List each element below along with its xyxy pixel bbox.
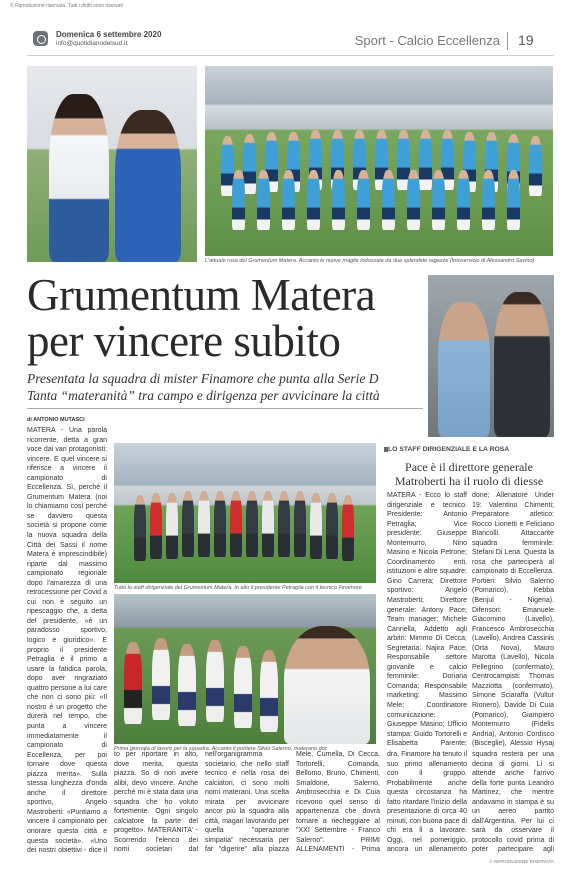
headline-line-1: Grumentum Matera xyxy=(27,270,376,320)
article-column-5: dra, Finamore ha tenuto il suo primo allenamento con il gruppo. Probabilmente anche questa circostanza ha fatto ritardare l'inizio della presentazione di circa 40 minuti, con buona pace di chi era lì a lavorare. Oggi, nel pomeriggio, ancora un allenamento xyxy=(387,751,467,854)
photo-training xyxy=(114,594,376,744)
photo-jerseys-models xyxy=(27,66,197,262)
newspaper-logo-icon xyxy=(33,31,48,46)
photo-staff xyxy=(114,443,376,583)
team-photo-caption: L'attuale rosa del Grumentum Matera. Accanto le nuove maglie indossate da due splendide ragazze (fotoservizio di Alessandro Savino) xyxy=(205,258,535,264)
article-subhead xyxy=(27,370,427,404)
sidebar-kicker: LO STAFF DIRIGENZIALE E LA ROSA xyxy=(388,446,510,453)
model-right-figure xyxy=(115,110,181,262)
article-column-4: Mele, Cumella, Di Cecca, Tortorelli, Comanda, Bellomo, Bruno, Chimenti, Smaldone, Salerno, Ambrosecchia e Di Cuia ricevono quel senso di appartenenza che dovrà tornare a riecheggiare al "XXI Settembre - Franco Salerno". PRIMI ALLENAMENTI - Prima xyxy=(296,751,380,854)
header-divider xyxy=(507,32,508,50)
president-figure xyxy=(438,302,490,437)
article-column-3: nell'organigramma societario, che nello staff tecnico e nella rosa dei calciatori, ci sono molti nomi materani. Una scelta mirata per avvicinare ancor più la squadra alla città, magari lavorando per quella "operazione simpatia" necessaria per far "digerire" alla piazza xyxy=(205,751,289,854)
article-headline xyxy=(27,272,427,364)
staff-photo-caption: Tutto lo staff dirigenziale del Grumentum Matera. In alto il presidente Petraglia con il tecnico Finamore xyxy=(114,585,362,591)
headline-line-2: per vincere subito xyxy=(27,316,341,366)
issue-date: Domenica 6 settembre 2020 xyxy=(56,30,162,39)
footer-copyright: © RIPRODUZIONE RISERVATA xyxy=(489,859,554,864)
article-byline: di ANTONIO MUTASCI xyxy=(27,417,85,423)
section-title: Sport - Calcio Eccellenza xyxy=(354,33,500,48)
sidebar-headline xyxy=(384,460,554,488)
article-column-2: to per riportare in alto, dove merita, questa piazza. So di non avere alibi, devo vincere. Anche perché mi è stata data una squadra che ho voluto fortemente. Ogni singolo calciatore fa parte del progetto». MATERANITA' - Scorrendo l'elenco dei nomi societari dal xyxy=(114,751,198,854)
coach-figure xyxy=(494,292,550,437)
subhead-rule xyxy=(27,408,423,409)
photo-team-roster xyxy=(205,66,553,256)
page-number: 19 xyxy=(518,32,534,48)
subhead-line-2: Tanta “materanità” tra campo e dirigenza per avvicinare la città xyxy=(27,388,380,403)
header-rule xyxy=(27,55,554,56)
copyright-notice: © Riproduzione riservata. Tutti i diritti sono riservati xyxy=(10,3,123,9)
sidebar-column-2: done; Allenatore Under 19: Valentino Chimenti; Preparatore atletico: Rocco Lionetti e Feliciano Biancolli. Attaccante squadra femminile: Stefani Di Lena. Questa la rosa che parteciperà al campionato di Eccellenza. Portieri: Silvio Salerno (Pomarico), Kebba (Benjul - Nigeria). Difensori: Emanuele Giacomino (Lavello), Francesco Ambrosecchia (Lavello), Andrea Cassinis (Orta Nova), Mauro Marotta (Lavello), Nicola Pellegrino (confermato); Centrocampisti: Thomas Mazziotta (confermato), Simone Sciaraffa (Vultur Rionero), Davide Di Cuia (Pomarico), Giampiero Montemurro (Fidelis Andria), Antonio Cordisco (Bisceglie), Alessio Hysaj xyxy=(472,492,554,747)
article-column-6: squadra resterà per una decina di giorni. Lì si attende anche l'arrivo della forte punta Leandro Martinez, che mentre andavamo in stampa è su un aereo partito dall'Argentina. Per lui ci sarà da osservare il protocollo covid prima di poter partecipare agli xyxy=(472,751,554,854)
article-column-1: MATERA - Una parola ricorrente, detta a gran voce dai vari protagonisti: vincere. E quel vincere si riferisce a vincere il campionato di Eccellenza. Sì, perché il Grumentum Matera (noi lo chiamiamo così perché se davvero questa società si propone come la nuova squadra della Città dei Sassi il nome Matera è imprescindibile) riparte dal massimo campionato regionale dopo l'amarezza di una retrocessione per Covid a cui non è seguito un ripescaggio che, a detta del presidente, «è un paradosso sportivo, logico e giuridico». E proprio il presidente Petraglia è il primo a usare la fatidica parola, dopo aver ringraziato quattro persone a lui care che non ci sono più: «Il nostro è un progetto che durerà nel tempo, che punta a vincere immediatamente il campionato di Eccellenza, per poi tornare dove questa piazza merita». Sulla stessa lunghezza d'onda anche il direttore sportivo, Angelo Mastroberti: «Puntiamo a vincere il campionato per onorare questa città e questa società». «Uno dei nostri obiettivi - dice il xyxy=(27,427,107,854)
sidebar-headline-line-1: Pace è il direttore generale xyxy=(405,460,533,474)
training-photo-caption: Prima giornata di lavoro per la squadra. Accanto il portiere Silvio Salerno, materano doc xyxy=(114,746,328,752)
newspaper-email: info@quotidianodelsud.it xyxy=(56,40,128,47)
sidebar-column-1: MATERA - Ecco lo staff dirigenziale e tecnico. Presidente: Antonio Petraglia; Vice presidente: Giuseppe Montemurro, Nino Masino e Nicola Petrone; Coordinamento enti, istituzioni e altre squadre: Gino Carrera; Direttore sportivo: Angelo Mastroberti; Direttore generale: Antony Pace; Team manager: Michele Cannella, Addetto agli arbitri: Mimmo Di Cecca; Segretaria: Najira Pace; Responsabile settore giovanile e calcio femminile: Doriana Comanda; Responsabile marketing: Massimo Mele; Coordinatore comunicazione: Giuseppe Masino; Ufficio stampa: Guido Tortorelli e Elisabetta Parente; xyxy=(387,492,467,747)
sidebar-headline-line-2: Matroberti ha il ruolo di diesse xyxy=(394,474,544,488)
goalkeeper-figure xyxy=(284,626,370,744)
subhead-line-1: Presentata la squadra di mister Finamore che punta alla Serie D xyxy=(27,371,379,386)
photo-president-coach xyxy=(428,275,554,437)
model-left-figure xyxy=(49,94,109,262)
